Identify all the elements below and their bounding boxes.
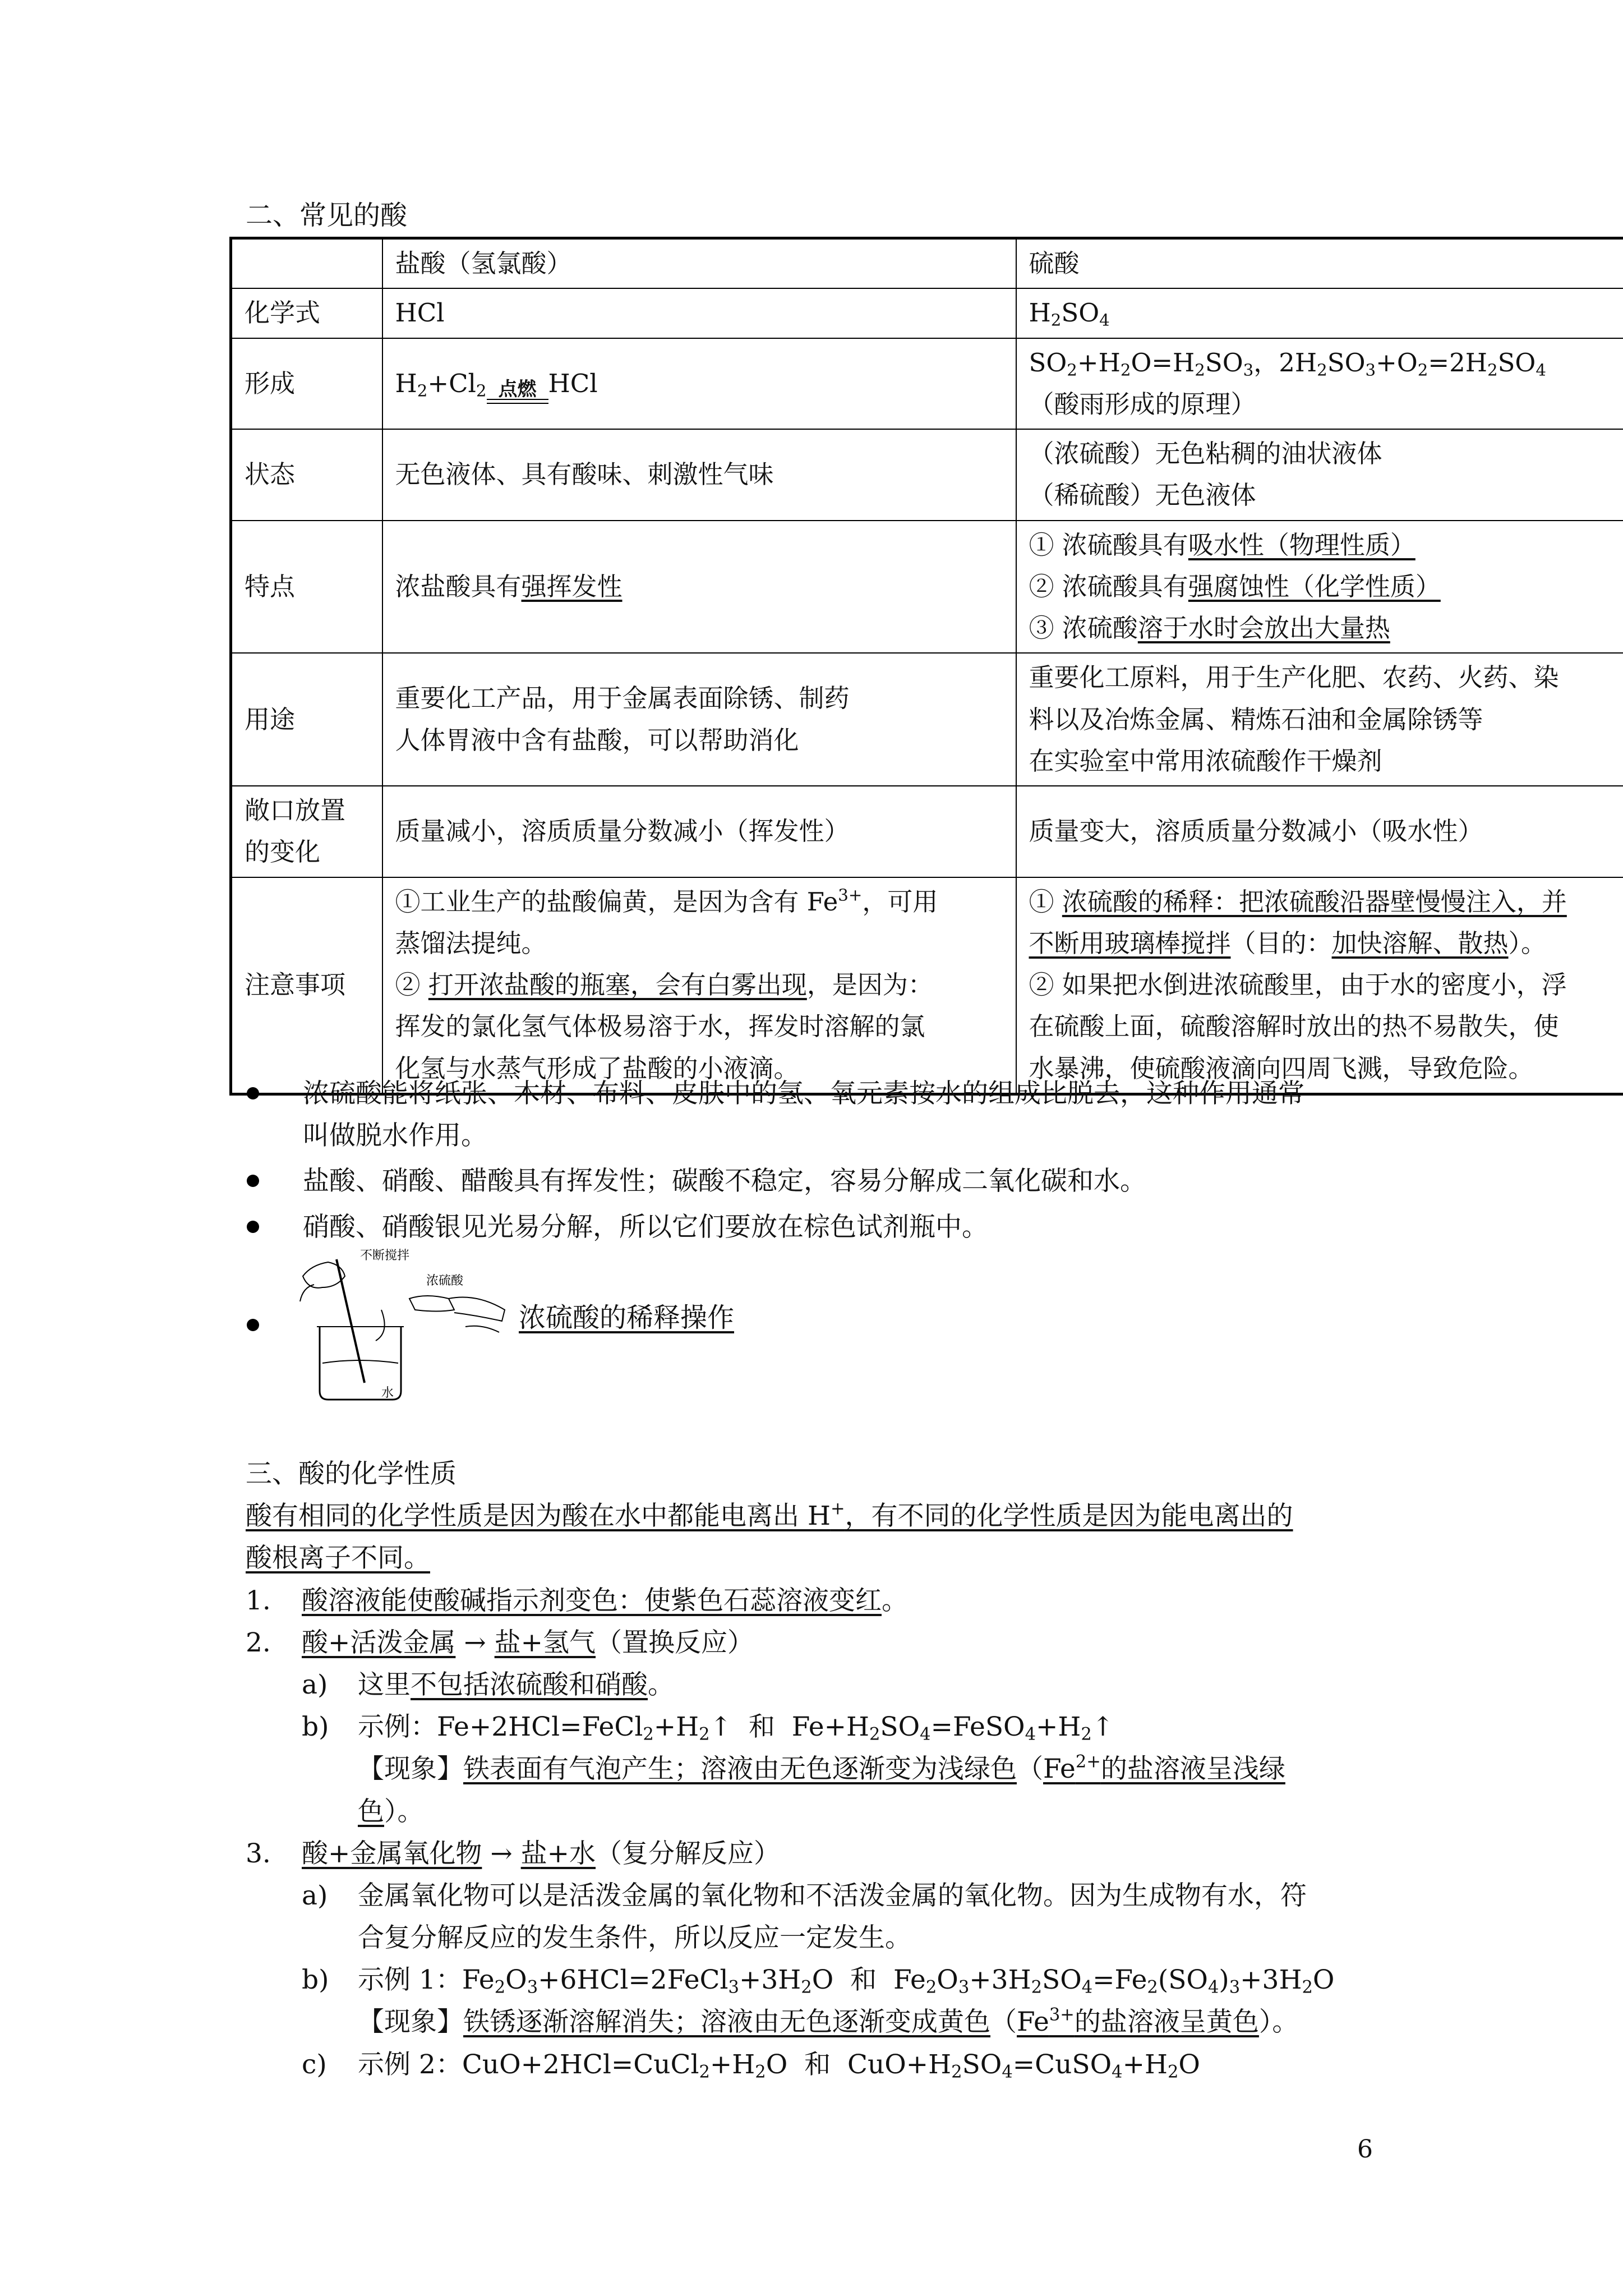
list-item: b) 示例 1：$Fe_2O_3+6HCl=2FeCl_3+3H_2O$ 和 $Fe_2O_3+3H_2SO_4=Fe_2(SO_4)_3+3H_2O$ — [302, 1964, 1335, 1998]
bullet-dot-icon — [247, 1175, 259, 1187]
formation-h2so4: $SO_2+H_2O=H_2SO_3$，$2H_2SO_3+O_2=2H_2SO_4$ （酸雨形成的原理） — [1016, 338, 1623, 430]
formula-h2so4: $H_2SO_4$ — [1016, 288, 1623, 338]
page-number: 6 — [1357, 2135, 1373, 2164]
dilution-illustration — [297, 1243, 510, 1411]
formula-hcl: HCl — [382, 288, 1016, 338]
table-header-cell: 盐酸（氢氯酸） — [382, 238, 1016, 289]
table-row — [231, 429, 1623, 521]
row-label: 注意事项 — [231, 877, 382, 1094]
list-item: 1. 酸溶液能使酸碱指示剂变色：使紫色石蕊溶液变红。 — [246, 1585, 908, 1616]
bullet-dot-icon — [247, 1087, 259, 1099]
list-item-cont: 合复分解反应的发生条件，所以反应一定发生。 — [358, 1922, 911, 1954]
state-h2so4: （浓硫酸）无色粘稠的油状液体 （稀硫酸）无色液体 — [1016, 429, 1623, 521]
section-intro: 酸有相同的化学性质是因为酸在水中都能电离出 H+，有不同的化学性质是因为能电离出的 — [246, 1499, 1293, 1532]
list-item: 硝酸、硝酸银见光易分解，所以它们要放在棕色试剂瓶中。 — [241, 1206, 1419, 1248]
table-header-cell: 硫酸 — [1016, 238, 1623, 289]
bullet-list — [241, 1073, 1419, 1251]
label-acid: 浓硫酸 — [426, 1274, 464, 1288]
acid-comparison-table — [229, 237, 1623, 1096]
section-intro-cont: 酸根离子不同。 — [246, 1543, 430, 1574]
phenomenon-line: 【现象】铁表面有气泡产生；溶液由无色逐渐变为浅绿色（$Fe^{2+}$的盐溶液呈浅绿 — [358, 1752, 1285, 1785]
bullet-dot-icon — [247, 1319, 259, 1331]
table-row — [231, 338, 1623, 430]
row-label: 状态 — [231, 429, 382, 521]
list-item: 盐酸、硝酸、醋酸具有挥发性；碳酸不稳定，容易分解成二氧化碳和水。 — [241, 1160, 1419, 1202]
notes-hcl: ①工业生产的盐酸偏黄，是因为含有 $Fe^{3+}$，可用 蒸馏法提纯。 ② 打开浓盐酸的瓶塞，会有白雾出现，是因为： 挥发的氯化氢气体极易溶于水，挥发时溶解的氯 化氢与水蒸气形成了盐酸的小液滴。 — [382, 877, 1016, 1094]
figure-caption: 浓硫酸的稀释操作 — [519, 1302, 735, 1333]
table-row — [231, 877, 1623, 1094]
row-label: 化学式 — [231, 288, 382, 338]
row-label: 特点 — [231, 521, 382, 654]
list-item: a) 金属氧化物可以是活泼金属的氧化物和不活泼金属的氧化物。因为生成物有水，符 — [302, 1880, 1307, 1911]
bullet-dot-icon — [247, 1221, 259, 1233]
formation-hcl: $H_2+Cl_2$ 点燃 HCl — [382, 338, 1016, 430]
row-label: 形成 — [231, 338, 382, 430]
list-item: a) 这里不包括浓硫酸和硝酸。 — [302, 1669, 674, 1700]
exposure-h2so4: 质量变大，溶质质量分数减小（吸水性） — [1016, 786, 1623, 877]
row-label: 用途 — [231, 653, 382, 786]
exposure-hcl: 质量减小，溶质质量分数减小（挥发性） — [382, 786, 1016, 877]
section-acid-chemical-properties — [246, 1453, 1395, 2086]
reaction-condition-arrow: 点燃 — [487, 380, 548, 404]
notes-h2so4: ① 浓硫酸的稀释：把浓硫酸沿器壁慢慢注入，并 不断用玻璃棒搅拌（目的：加快溶解、散热）。 ② 如果把水倒进浓硫酸里，由于水的密度小，浮 在硫酸上面，硫酸溶解时放出的热不易散失，使 水暴沸，使硫酸液滴向四周飞溅，导致危险。 — [1016, 877, 1623, 1094]
section-title: 三、酸的化学性质 — [246, 1458, 457, 1489]
label-stir: 不断搅拌 — [360, 1249, 410, 1263]
table-row — [231, 786, 1623, 877]
phenomenon-line-cont: 色）。 — [358, 1796, 424, 1827]
table-row — [231, 653, 1623, 786]
table-header-cell — [231, 238, 382, 289]
phenomenon-line: 【现象】铁锈逐渐溶解消失；溶液由无色逐渐变成黄色（$Fe^{3+}$的盐溶液呈黄色）。 — [358, 2005, 1299, 2038]
list-item: b) 示例：$Fe+2HCl=FeCl_2+H_2↑$ 和 $Fe+H_2SO_4=FeSO_4+H_2↑$ — [302, 1711, 1114, 1745]
uses-hcl: 重要化工产品，用于金属表面除锈、制药 人体胃液中含有盐酸，可以帮助消化 — [382, 653, 1016, 786]
list-item: 3. 酸+金属氧化物 → 盐+水（复分解反应） — [246, 1838, 781, 1869]
table-row — [231, 521, 1623, 654]
uses-h2so4: 重要化工原料，用于生产化肥、农药、火药、染 料以及冶炼金属、精炼石油和金属除锈等 在实验室中常用浓硫酸作干燥剂 — [1016, 653, 1623, 786]
table-row — [231, 288, 1623, 338]
list-item: c) 示例 2：$CuO+2HCl=CuCl_2+H_2O$ 和 $CuO+H_2SO_4=CuSO_4+H_2O$ — [302, 2049, 1200, 2082]
row-label: 敞口放置 的变化 — [231, 786, 382, 877]
section-title-common-acids: 二、常见的酸 — [246, 200, 408, 231]
state-hcl: 无色液体、具有酸味、刺激性气味 — [382, 429, 1016, 521]
features-h2so4: ① 浓硫酸具有吸水性（物理性质） ② 浓硫酸具有强腐蚀性（化学性质） ③ 浓硫酸溶于水时会放出大量热 — [1016, 521, 1623, 654]
dilution-figure-item — [241, 1243, 1082, 1411]
list-item: 浓硫酸能将纸张、木材、布料、皮肤中的氢、氧元素按水的组成比脱去，这种作用通常 叫做脱水作用。 — [241, 1073, 1419, 1157]
features-hcl: 浓盐酸具有强挥发性 — [382, 521, 1016, 654]
list-item: 2. 酸+活泼金属 → 盐+氢气（置换反应） — [246, 1627, 754, 1658]
label-water: 水 — [381, 1386, 394, 1400]
table-header-row — [231, 238, 1623, 289]
